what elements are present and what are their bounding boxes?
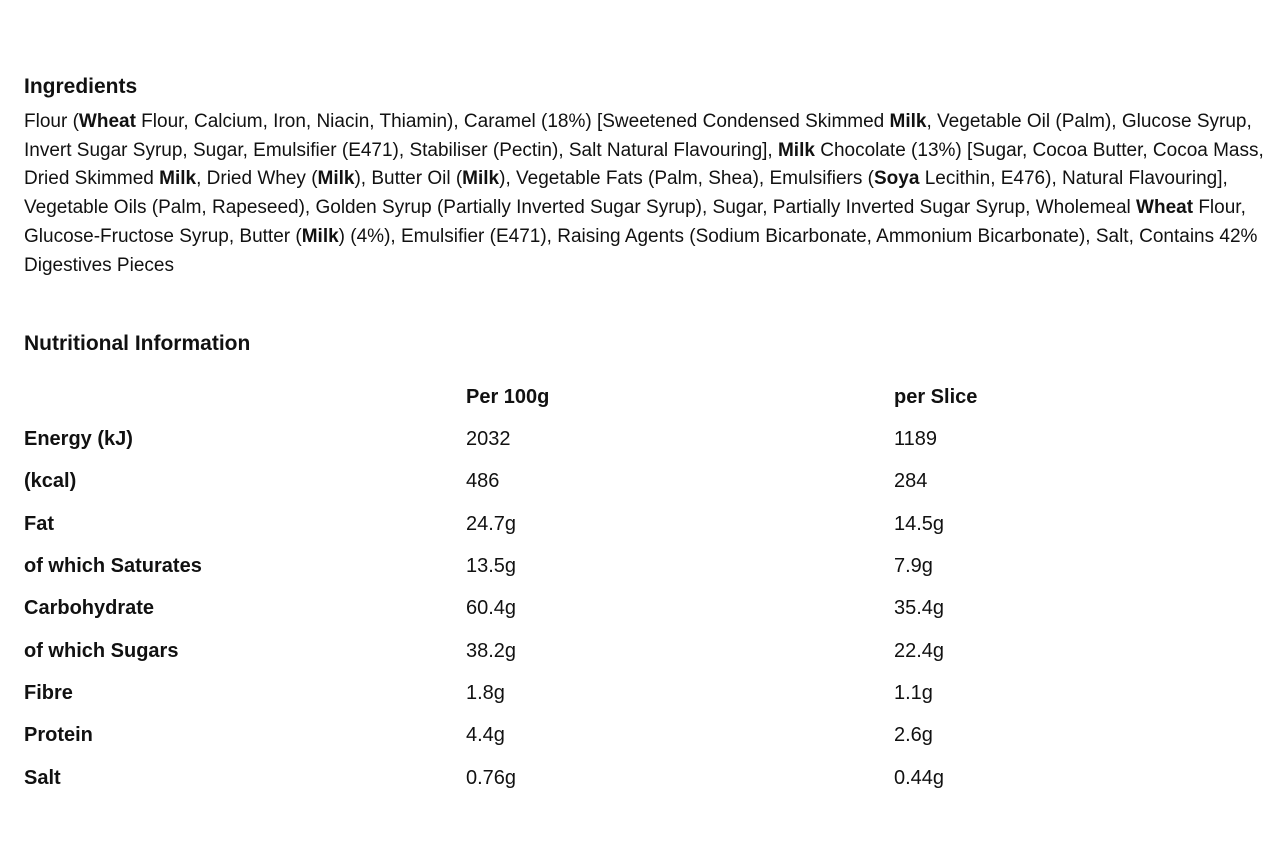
nutrient-label: of which Saturates (24, 555, 202, 578)
value-per-100g: 38.2g (466, 639, 517, 662)
nutrition-header-row (24, 376, 1194, 418)
allergen-text: Milk (777, 139, 815, 161)
nutrition-row (24, 757, 1194, 799)
value-per-slice: 1189 (894, 428, 938, 451)
ingredient-text: Chocolate (13%) [Sugar, Cocoa Butter, Cocoa Mass, Dried Skimmed (24, 139, 1264, 190)
nutrition-row (24, 672, 1194, 714)
value-per-100g: 1.8g (466, 681, 505, 704)
ingredient-text: Flour ( (24, 111, 79, 132)
nutrient-label: Fibre (24, 681, 73, 704)
nutrient-label: Protein (24, 724, 93, 747)
ingredients-list (24, 108, 1274, 280)
value-per-slice: 0.44g (894, 766, 945, 789)
nutrition-row (24, 715, 1194, 757)
nutrient-label: Fat (24, 512, 54, 535)
nutrition-heading: Nutritional Information (24, 332, 251, 356)
nutrient-label: Carbohydrate (24, 597, 155, 620)
value-per-slice: 7.9g (894, 555, 933, 578)
value-per-100g: 60.4g (466, 597, 517, 620)
allergen-text: Wheat (1136, 197, 1194, 219)
value-per-100g: 4.4g (466, 724, 505, 747)
nutrient-label: (kcal) (24, 470, 77, 493)
value-per-slice: 22.4g (894, 639, 945, 662)
value-per-100g: 13.5g (466, 555, 517, 578)
allergen-text: Milk (301, 225, 339, 247)
nutrition-table (24, 376, 1194, 799)
nutrition-row (24, 419, 1194, 461)
nutrition-rows (24, 419, 1194, 800)
header-per-100g: Per 100g (466, 385, 550, 408)
ingredient-text: ), Butter Oil ( (354, 168, 463, 190)
nutrition-row (24, 630, 1194, 672)
ingredient-text: Lecithin, E476), Natural Flavouring], Vegetable Oils (Palm, Rapeseed), Golden Syrup (Partially Inverted Sugar Syrup), Sugar, Partially Inverted Sugar Syrup, Wholemeal (24, 168, 1228, 219)
nutrition-row (24, 545, 1194, 587)
allergen-text: Wheat (78, 111, 136, 132)
value-per-100g: 24.7g (466, 512, 517, 535)
allergen-text: Soya (874, 168, 920, 190)
value-per-slice: 14.5g (894, 512, 945, 535)
value-per-100g: 2032 (466, 428, 511, 451)
value-per-slice: 1.1g (894, 681, 933, 704)
value-per-100g: 486 (466, 470, 500, 493)
ingredient-text: , Dried Whey ( (196, 168, 318, 190)
allergen-text: Milk (159, 168, 197, 190)
ingredient-text: , Vegetable Oil (Palm), Glucose Syrup, Invert Sugar Syrup, Sugar, Emulsifier (E471), Stabiliser (Pectin), Salt Natural Flavouring], (24, 111, 1252, 161)
allergen-text: Milk (889, 111, 927, 132)
product-info-page (24, 74, 1274, 799)
nutrient-label: of which Sugars (24, 639, 179, 662)
allergen-text: Milk (462, 168, 500, 190)
nutrient-label: Salt (24, 766, 61, 789)
ingredients-heading: Ingredients (24, 75, 138, 98)
value-per-100g: 0.76g (466, 766, 517, 789)
ingredient-text: ) (4%), Emulsifier (E471), Raising Agents (Sodium Bicarbonate, Ammonium Bicarbonate), Salt, Contains 42% Digestives Pieces (24, 225, 1258, 276)
value-per-slice: 35.4g (894, 597, 945, 620)
value-per-slice: 284 (894, 470, 928, 493)
nutrition-row (24, 588, 1194, 630)
nutrition-row (24, 461, 1194, 503)
allergen-text: Milk (317, 168, 355, 190)
nutrition-row (24, 503, 1194, 545)
ingredient-text: ), Vegetable Fats (Palm, Shea), Emulsifiers ( (499, 168, 874, 190)
header-nutrient (24, 376, 466, 418)
ingredient-text: Flour, Calcium, Iron, Niacin, Thiamin), Caramel (18%) [Sweetened Condensed Skimmed (135, 111, 890, 132)
ingredient-text: Flour, Glucose-Fructose Syrup, Butter ( (24, 197, 1246, 247)
value-per-slice: 2.6g (894, 724, 933, 747)
nutrient-label: Energy (kJ) (24, 428, 133, 451)
header-per-slice: per Slice (894, 385, 978, 408)
